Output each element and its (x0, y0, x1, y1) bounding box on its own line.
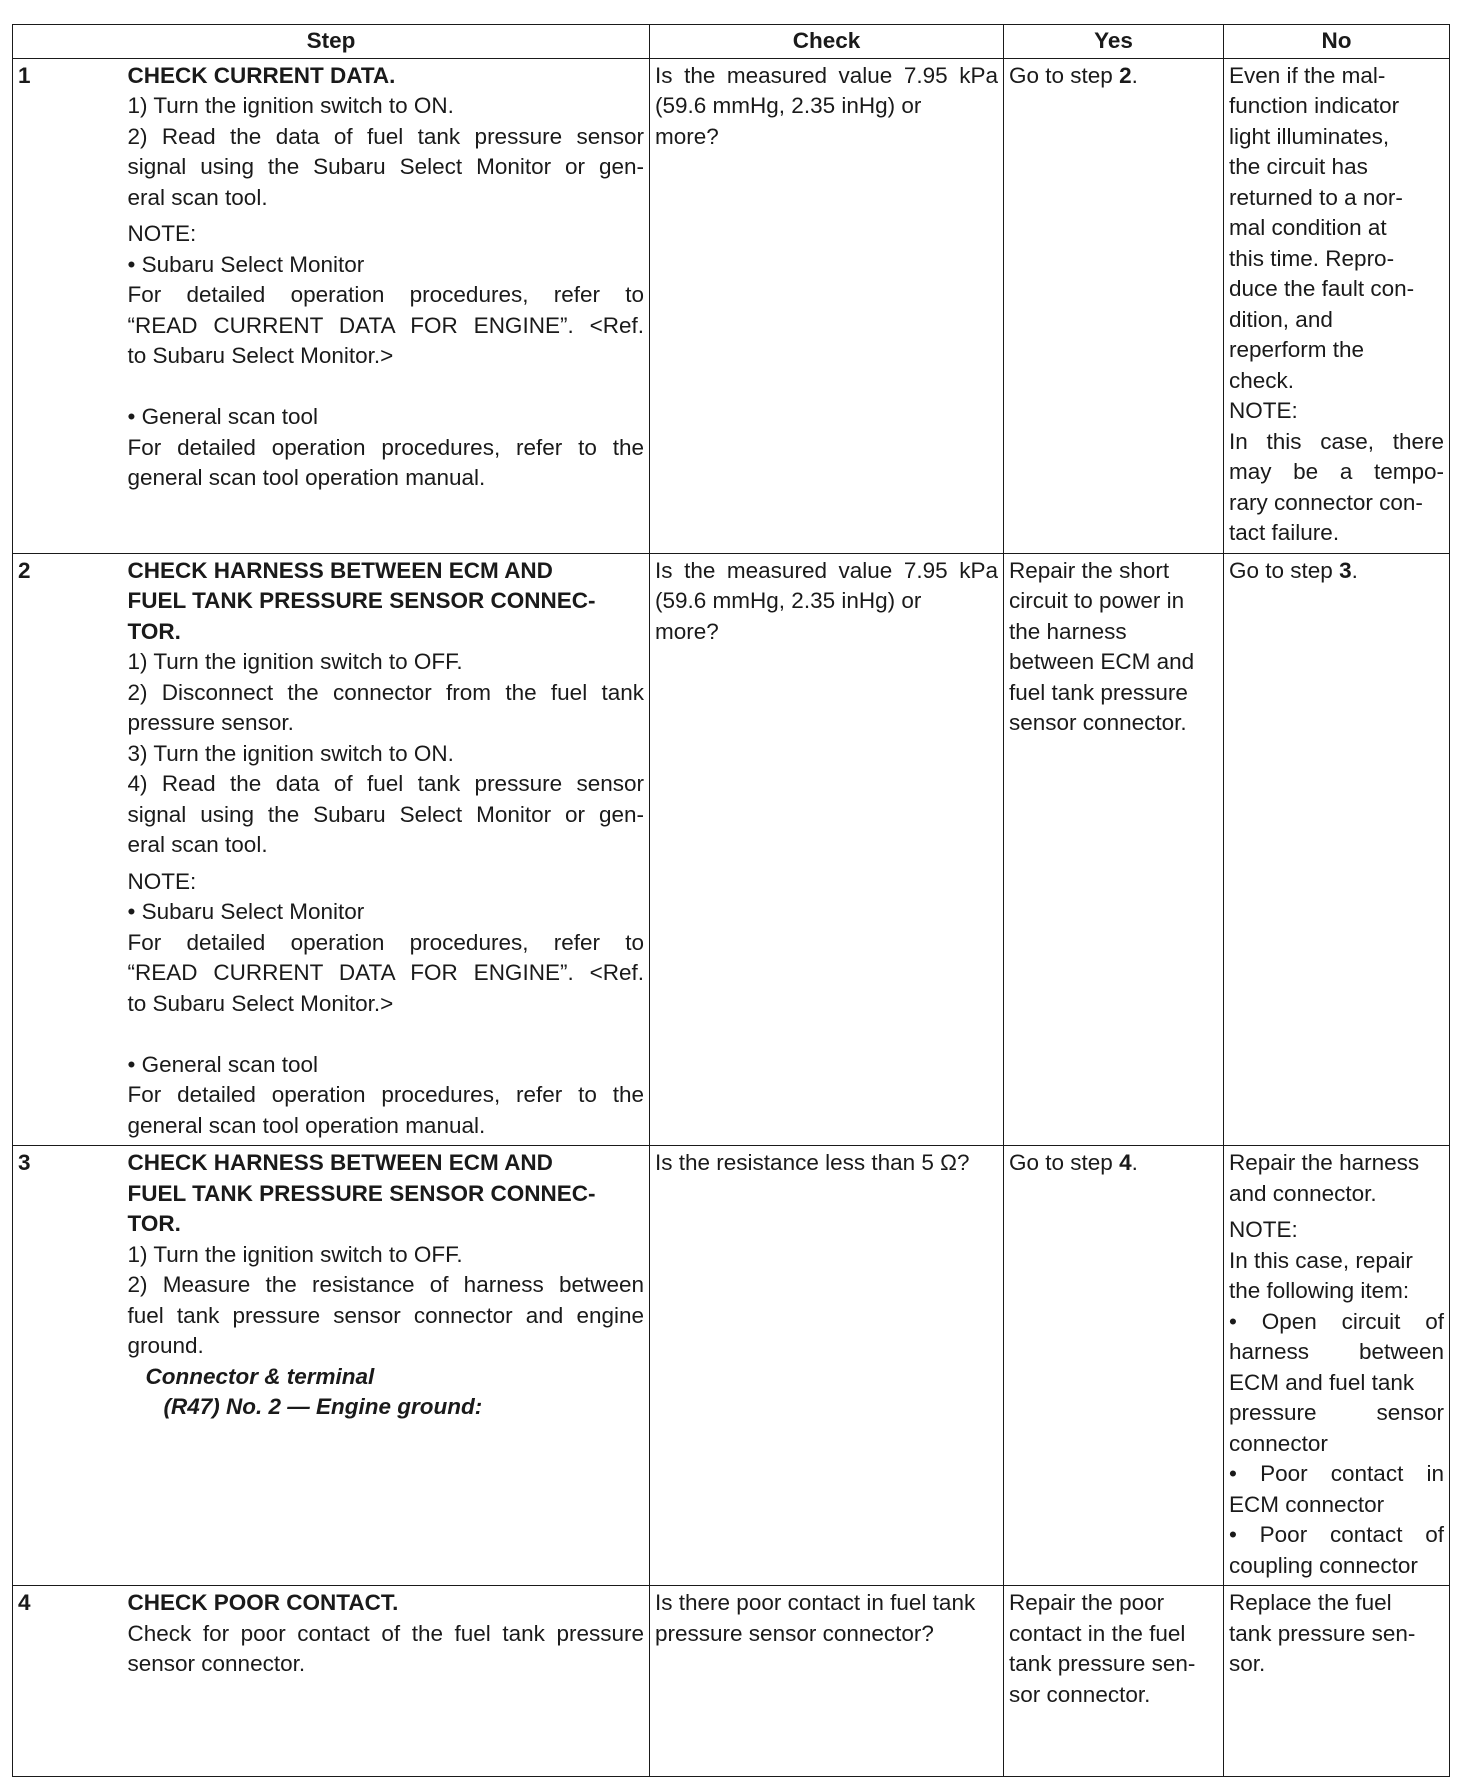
goto-step-number: 2 (1119, 62, 1132, 88)
step-substep: signal using the Subaru Select Monitor or gen- (127, 801, 645, 827)
diagnostic-table (12, 24, 1450, 1777)
no-text: light illuminates, (1229, 123, 1390, 149)
goto-suffix: . (1351, 557, 1358, 583)
step-substep: 2) Disconnect the connector from the fuel tank (127, 679, 645, 705)
table-row-4 (13, 1586, 1450, 1777)
no-text: reperform the (1229, 337, 1365, 362)
step-substep: eral scan tool. (127, 184, 268, 210)
yes-text: Repair the poor (1009, 1590, 1165, 1615)
yes-text: between ECM and (1009, 649, 1195, 674)
note-text: For detailed operation procedures, refer to (127, 282, 645, 307)
note-bullet: • General scan tool (127, 1051, 318, 1077)
header-yes: Yes (1004, 25, 1224, 59)
no-text: sor. (1229, 1651, 1266, 1676)
note-bullet: • Subaru Select Monitor (127, 899, 365, 924)
note-text: For detailed operation procedures, refer to (127, 929, 645, 955)
no-text: ECM and fuel tank (1229, 1369, 1415, 1395)
no-text: duce the fault con- (1229, 276, 1415, 301)
note-text: general scan tool operation manual. (127, 1112, 486, 1138)
check-text: Is the measured value 7.95 kPa (655, 557, 999, 583)
check-text: (59.6 mmHg, 2.35 inHg) or (655, 93, 922, 118)
no-text: tact failure. (1229, 520, 1340, 545)
no-text: pressure sensor (1229, 1400, 1445, 1425)
step-title: CHECK HARNESS BETWEEN ECM AND (127, 557, 553, 583)
no-text: returned to a nor- (1229, 184, 1403, 210)
yes-text (1009, 61, 1218, 92)
yes-text: fuel tank pressure (1009, 679, 1188, 705)
check-cell-4 (650, 1586, 1004, 1777)
spacer (128, 372, 645, 403)
no-note-label: NOTE: (1229, 398, 1298, 423)
step-substep: pressure sensor. (127, 710, 294, 735)
check-text: Is the resistance less than 5 Ω? (655, 1150, 970, 1175)
step-substep: 1) Turn the ignition switch to ON. (127, 93, 454, 118)
no-text: tank pressure sen- (1229, 1620, 1416, 1646)
step-content-4 (126, 1586, 650, 1777)
no-text: mal condition at (1229, 215, 1387, 240)
step-number-3: 3 (13, 1146, 126, 1586)
header-row (13, 25, 1450, 59)
step-body: sensor connector. (127, 1651, 306, 1676)
no-text: dition, and (1229, 306, 1333, 332)
yes-text: the harness (1009, 618, 1127, 644)
step-title: CHECK POOR CONTACT. (127, 1590, 399, 1615)
header-step: Step (13, 25, 650, 59)
goto-step-number: 4 (1119, 1150, 1132, 1175)
table-row-2 (13, 553, 1450, 1146)
step-substep: 1) Turn the ignition switch to OFF. (127, 649, 463, 674)
no-text: the circuit has (1229, 154, 1368, 179)
yes-cell-2 (1004, 553, 1224, 1146)
no-text: • Open circuit of (1229, 1308, 1445, 1334)
table-row-3 (13, 1146, 1450, 1586)
step-number-1: 1 (13, 58, 126, 553)
no-text: Replace the fuel (1229, 1590, 1392, 1615)
step-substep: 2) Measure the resistance of harness between (127, 1272, 645, 1297)
note-bullet: • General scan tool (127, 404, 318, 429)
no-text: harness between (1229, 1339, 1445, 1364)
step-body: Check for poor contact of the fuel tank pressure (127, 1620, 645, 1646)
no-text: rary connector con- (1229, 489, 1423, 515)
step-substep: eral scan tool. (127, 832, 268, 857)
check-text: Is the measured value 7.95 kPa (655, 62, 999, 88)
step-substep: signal using the Subaru Select Monitor or gen- (127, 154, 645, 179)
step-title: FUEL TANK PRESSURE SENSOR CONNEC- (127, 588, 596, 613)
table-row-1 (13, 58, 1450, 553)
step-number-4: 4 (13, 1586, 126, 1777)
goto-suffix: . (1131, 1150, 1138, 1175)
note-text: general scan tool operation manual. (127, 465, 486, 490)
connector-terminal-label: Connector & terminal (145, 1363, 375, 1389)
step-substep: 2) Read the data of fuel tank pressure sensor (127, 123, 645, 149)
yes-text: sensor connector. (1009, 710, 1187, 735)
check-cell-3 (650, 1146, 1004, 1586)
no-text: the following item: (1229, 1278, 1410, 1303)
no-text: coupling connector (1229, 1552, 1418, 1578)
no-text: this time. Repro- (1229, 245, 1395, 271)
goto-prefix: Go to step (1229, 557, 1340, 583)
check-text: pressure sensor connector? (655, 1620, 934, 1646)
no-text (1229, 556, 1444, 587)
check-text: (59.6 mmHg, 2.35 inHg) or (655, 588, 922, 613)
connector-terminal-value: (R47) No. 2 — Engine ground: (163, 1394, 483, 1419)
check-text: more? (655, 618, 719, 644)
check-cell-1 (650, 58, 1004, 553)
step-title: CHECK CURRENT DATA. (127, 62, 396, 88)
yes-text: Repair the short (1009, 557, 1170, 583)
note-text: to Subaru Select Monitor.> (127, 343, 394, 368)
no-cell-1 (1224, 58, 1450, 553)
step-substep: ground. (127, 1333, 204, 1358)
check-cell-2 (650, 553, 1004, 1146)
yes-cell-3 (1004, 1146, 1224, 1586)
no-text: In this case, repair (1229, 1247, 1413, 1273)
no-text: check. (1229, 367, 1295, 393)
step-number-2: 2 (13, 553, 126, 1146)
no-text: ECM connector (1229, 1491, 1385, 1517)
goto-prefix: Go to step (1009, 1150, 1120, 1175)
note-text: For detailed operation procedures, refer to the (127, 1082, 645, 1107)
yes-text: sor connector. (1009, 1681, 1151, 1707)
step-substep: 1) Turn the ignition switch to OFF. (127, 1241, 463, 1267)
step-title: TOR. (127, 618, 181, 644)
yes-text: contact in the fuel (1009, 1620, 1186, 1646)
no-text: • Poor contact in (1229, 1461, 1445, 1486)
goto-prefix: Go to step (1009, 62, 1120, 88)
step-content-1 (126, 58, 650, 553)
header-check: Check (650, 25, 1004, 59)
note-text: For detailed operation procedures, refer to the (127, 434, 645, 460)
no-cell-3 (1224, 1146, 1450, 1586)
step-content-2 (126, 553, 650, 1146)
no-text: Even if the mal- (1229, 62, 1386, 88)
step-title: CHECK HARNESS BETWEEN ECM AND (127, 1150, 553, 1175)
spacer (128, 1019, 645, 1050)
note-text: to Subaru Select Monitor.> (127, 990, 394, 1016)
yes-cell-1 (1004, 58, 1224, 553)
step-title: FUEL TANK PRESSURE SENSOR CONNEC- (127, 1180, 596, 1206)
goto-step-number: 3 (1339, 557, 1352, 583)
no-text: Repair the harness (1229, 1150, 1420, 1175)
step-substep: fuel tank pressure sensor connector and engine (127, 1302, 645, 1328)
yes-text (1009, 1148, 1218, 1179)
yes-text: circuit to power in (1009, 588, 1185, 613)
note-label: NOTE: (127, 868, 197, 894)
check-text: Is there poor contact in fuel tank (655, 1590, 976, 1615)
no-cell-2 (1224, 553, 1450, 1146)
no-note-label: NOTE: (1229, 1217, 1298, 1242)
yes-text: tank pressure sen- (1009, 1651, 1196, 1676)
step-content-3 (126, 1146, 650, 1586)
no-text: • Poor contact of (1229, 1522, 1445, 1547)
no-text: function indicator (1229, 93, 1400, 118)
note-text: “READ CURRENT DATA FOR ENGINE”. <Ref. (127, 960, 645, 985)
no-text: connector (1229, 1430, 1328, 1456)
yes-cell-4 (1004, 1586, 1224, 1777)
header-no: No (1224, 25, 1450, 59)
note-label: NOTE: (127, 221, 197, 246)
no-cell-4 (1224, 1586, 1450, 1777)
note-text: “READ CURRENT DATA FOR ENGINE”. <Ref. (127, 312, 645, 338)
no-text: and connector. (1229, 1180, 1377, 1206)
step-title: TOR. (127, 1211, 181, 1236)
step-substep: 4) Read the data of fuel tank pressure sensor (127, 771, 645, 796)
check-text: more? (655, 123, 719, 149)
no-text: may be a tempo- (1229, 459, 1445, 484)
goto-suffix: . (1131, 62, 1138, 88)
step-substep: 3) Turn the ignition switch to ON. (127, 740, 454, 766)
note-bullet: • Subaru Select Monitor (127, 251, 365, 277)
no-text: In this case, there (1229, 428, 1445, 454)
